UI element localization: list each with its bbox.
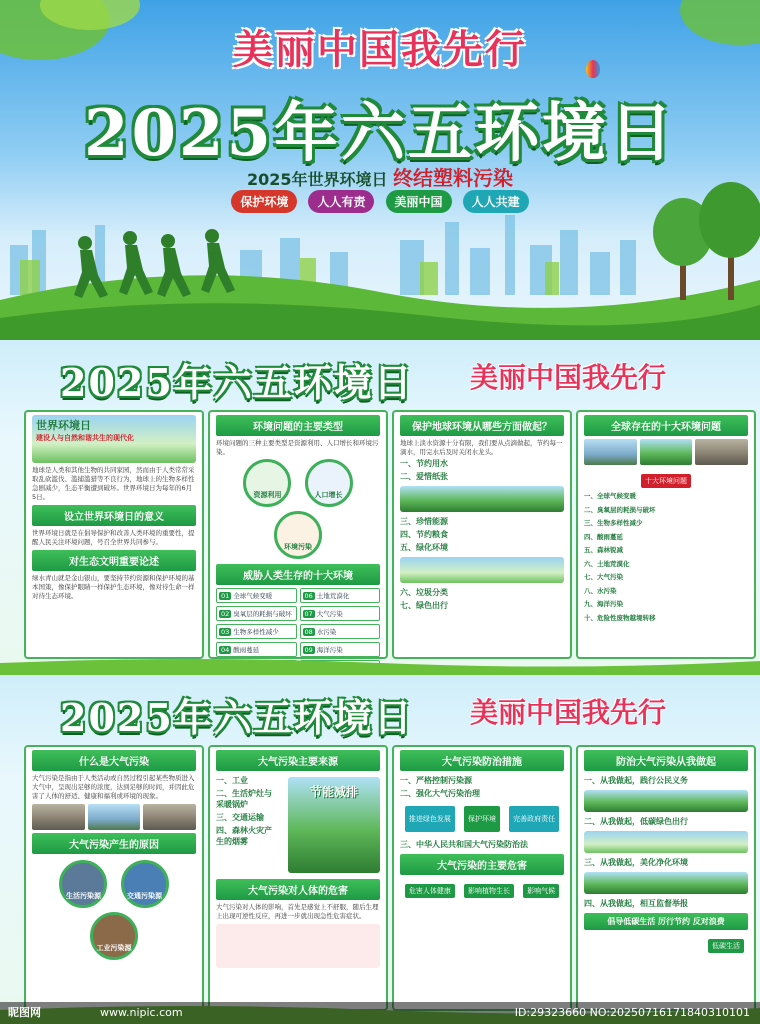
threat-item: 03 生物多样性减少 <box>216 624 297 639</box>
threat-item: 04 酸雨蔓延 <box>216 642 297 657</box>
chimney-thumbnail <box>143 804 196 830</box>
panel1-slogan: 美丽中国我先行 <box>470 361 667 394</box>
hexagon-badge: 完善政府责任 <box>509 806 559 832</box>
banner-subtitle: 建设人与自然和谐共生的现代化 <box>36 434 134 442</box>
pollution-icon: 环境污染 <box>274 511 322 559</box>
threat-item: 08 水污染 <box>300 624 381 639</box>
hero-subtitle-highlight: 终结塑料污染 <box>393 166 514 190</box>
source-item: 一、工业 <box>216 776 248 785</box>
forest-thumbnail <box>640 439 693 465</box>
factory-thumbnail <box>32 804 85 830</box>
source-item: 二、生活炉灶与采暖锅炉 <box>216 789 272 809</box>
section-heading: 防治大气污染从我做起 <box>584 750 748 771</box>
panel1-grass <box>0 655 760 675</box>
section-heading: 全球存在的十大环境问题 <box>584 415 748 436</box>
panel1-column-2 <box>208 410 388 659</box>
tip-item: 三、从我做起，美化净化环境 <box>584 858 688 867</box>
tip-item: 七、绿色出行 <box>400 601 448 610</box>
measure-item: 二、强化大气污染治理 <box>400 789 480 798</box>
hero-tag: 人人共建 <box>463 190 529 213</box>
world-environment-day-banner <box>32 415 196 463</box>
traffic-thumbnail <box>88 804 141 830</box>
harm-list <box>394 878 570 900</box>
panel1-column-4 <box>576 410 756 659</box>
section-text: 地球上淡水资源十分有限，我们要从点滴做起，节约每一滴水，用完水后及时关闭水龙头。 <box>400 439 563 456</box>
section-heading: 保护地球环境从哪些方面做起？ <box>400 415 564 436</box>
section-heading: 什么是大气污染 <box>32 750 196 771</box>
panel2-column-1 <box>24 745 204 1011</box>
recycle-bins-image <box>400 557 564 583</box>
population-icon: 人口增长 <box>305 459 353 507</box>
threat-item: 01 全球气候变暖 <box>216 588 297 603</box>
panel2-column-2 <box>208 745 388 1011</box>
section-text: 环境问题的三种主要类型是资源利用、人口增长和环境污染。 <box>216 439 379 456</box>
ten-problems-badge: 十大环境问题 <box>641 474 691 488</box>
harm-item: 影响植物生长 <box>464 884 514 898</box>
section-heading: 环境问题的主要类型 <box>216 415 380 436</box>
watermark-footer <box>0 1002 760 1024</box>
hero-tag: 美丽中国 <box>386 190 452 213</box>
panel1-column-1 <box>24 410 204 659</box>
hero-subtitle <box>0 162 760 191</box>
tip-item: 二、从我做起，低碳绿色出行 <box>584 817 688 826</box>
hero-banner <box>0 0 760 340</box>
hexagon-badge: 推进绿色发展 <box>405 806 455 832</box>
panel2-title: 2025年六五环境日 <box>60 695 414 740</box>
energy-saving-poster: 节能减排 <box>288 777 380 873</box>
tip-item: 六、垃圾分类 <box>400 588 448 597</box>
hero-tag-row <box>0 190 760 213</box>
panel-air-pollution <box>0 675 760 1024</box>
threat-item: 02 臭氧层的耗损与破坏 <box>216 606 297 621</box>
pollution-thumbnails <box>32 804 196 830</box>
panel2-column-4 <box>576 745 756 1011</box>
threat-item: 09 海洋污染 <box>300 642 381 657</box>
measure-hexagons <box>394 804 570 834</box>
tip-image <box>584 831 748 853</box>
city-thumbnail <box>584 439 637 465</box>
hero-tag: 人人有责 <box>308 190 374 213</box>
tip-image <box>584 872 748 894</box>
section-heading: 大气污染的主要危害 <box>400 854 564 875</box>
measure-item: 一、严格控制污染源 <box>400 776 472 785</box>
harm-item: 危害人体健康 <box>405 884 455 898</box>
industry-source-icon: 工业污染源 <box>90 912 138 960</box>
household-source-icon: 生活污染源 <box>59 860 107 908</box>
sources-block <box>210 774 386 876</box>
section-text: 大气污染对人体的影响，首先是感觉上不舒服，随后生理上出现可逆性反应，再进一步就出现急性危害症状。 <box>216 903 379 920</box>
site-logo: 昵图网 <box>8 1006 41 1019</box>
panel2-slogan: 美丽中国我先行 <box>470 696 667 729</box>
tip-item: 二、爱惜纸张 <box>400 472 448 481</box>
panel2-column-3 <box>392 745 572 1011</box>
problem-thumbnails <box>584 439 748 465</box>
problem-type-circles <box>210 457 386 561</box>
tip-item: 五、绿化环境 <box>400 543 448 552</box>
tip-item: 四、节约粮食 <box>400 530 448 539</box>
tip-item: 四、从我做起，相互监督举报 <box>584 899 688 908</box>
threat-item: 06 土地荒漠化 <box>300 588 381 603</box>
section-heading: 倡导低碳生活 厉行节约 反对浪费 <box>584 913 748 930</box>
section-heading: 大气污染产生的原因 <box>32 833 196 854</box>
section-heading: 威胁人类生存的十大环境 <box>216 564 380 585</box>
low-carbon-badge: 低碳生活 <box>708 939 744 953</box>
section-heading: 对生态文明重要论述 <box>32 550 196 571</box>
hero-subtitle-lead: 2025年世界环境日 <box>246 170 388 189</box>
section-text: 世界环境日就是在倡导保护和改善人类环境的重要性，提醒人民关注环境问题，号召全世界共同参与。 <box>32 529 195 546</box>
tip-image <box>584 790 748 812</box>
smog-thumbnail <box>695 439 748 465</box>
tip-item: 三、珍惜能源 <box>400 517 448 526</box>
harm-item: 影响气候 <box>523 884 559 898</box>
tip-item: 一、从我做起，践行公民义务 <box>584 776 688 785</box>
image-id: ID:29323660 NO:20250716171840310101 <box>514 1006 750 1019</box>
source-item: 三、交通运输 <box>216 813 264 822</box>
panel-world-environment-day <box>0 340 760 675</box>
hero-title: 2025年六五环境日 <box>83 96 677 171</box>
hexagon-badge: 保护环境 <box>464 806 500 832</box>
source-item: 四、森林火灾产生的烟雾 <box>216 826 272 846</box>
measure-item: 三、中华人民共和国大气污染防治法 <box>400 840 528 849</box>
section-heading: 设立世界环境日的意义 <box>32 505 196 526</box>
panel1-column-3 <box>392 410 572 659</box>
problem-list: 一、全球气候变暖 二、臭氧层的耗损与破坏 三、生物多样性减少 四、酸雨蔓延 五、森林锐减 六、土地荒漠化 七、大气污染 八、水污染 九、海洋污染 十、危险性废物越境转移 <box>584 492 656 622</box>
section-heading: 大气污染防治措施 <box>400 750 564 771</box>
resource-icon: 资源利用 <box>243 459 291 507</box>
tip-item: 一、节约用水 <box>400 459 448 468</box>
panel1-title: 2025年六五环境日 <box>60 360 414 405</box>
threat-item: 07 大气污染 <box>300 606 381 621</box>
banner-title: 世界环境日 <box>36 419 91 432</box>
human-body-diagram <box>216 924 380 968</box>
site-url: www.nipic.com <box>100 1006 183 1019</box>
section-heading: 大气污染对人体的危害 <box>216 879 380 900</box>
cause-circles <box>26 858 202 962</box>
section-heading: 大气污染主要来源 <box>216 750 380 771</box>
hero-tag: 保护环境 <box>231 190 297 213</box>
traffic-source-icon: 交通污染源 <box>121 860 169 908</box>
green-plant-image <box>400 486 564 512</box>
section-text: 大气污染是指由于人类活动或自然过程引起某些物质进入大气中，呈现出足够的浓度，达到足够的时间，并因此危害了人体的舒适、健康和福利或环境的现象。 <box>32 774 195 800</box>
hero-slogan: 美丽中国我先行 <box>233 26 527 73</box>
section-text: 绿水青山就是金山银山，要坚持节约资源和保护环境的基本国策，像保护眼睛一样保护生态环境，像对待生命一样对待生态环境。 <box>32 574 195 600</box>
intro-text: 地球是人类和其他生物的共同家园，然而由于人类常常采取乱砍滥伐、滥捕滥猎等不良行为，地球上的生物多样性急剧减少，生态平衡遭到破坏。世界环境日为每年的6月5日。 <box>32 466 195 501</box>
